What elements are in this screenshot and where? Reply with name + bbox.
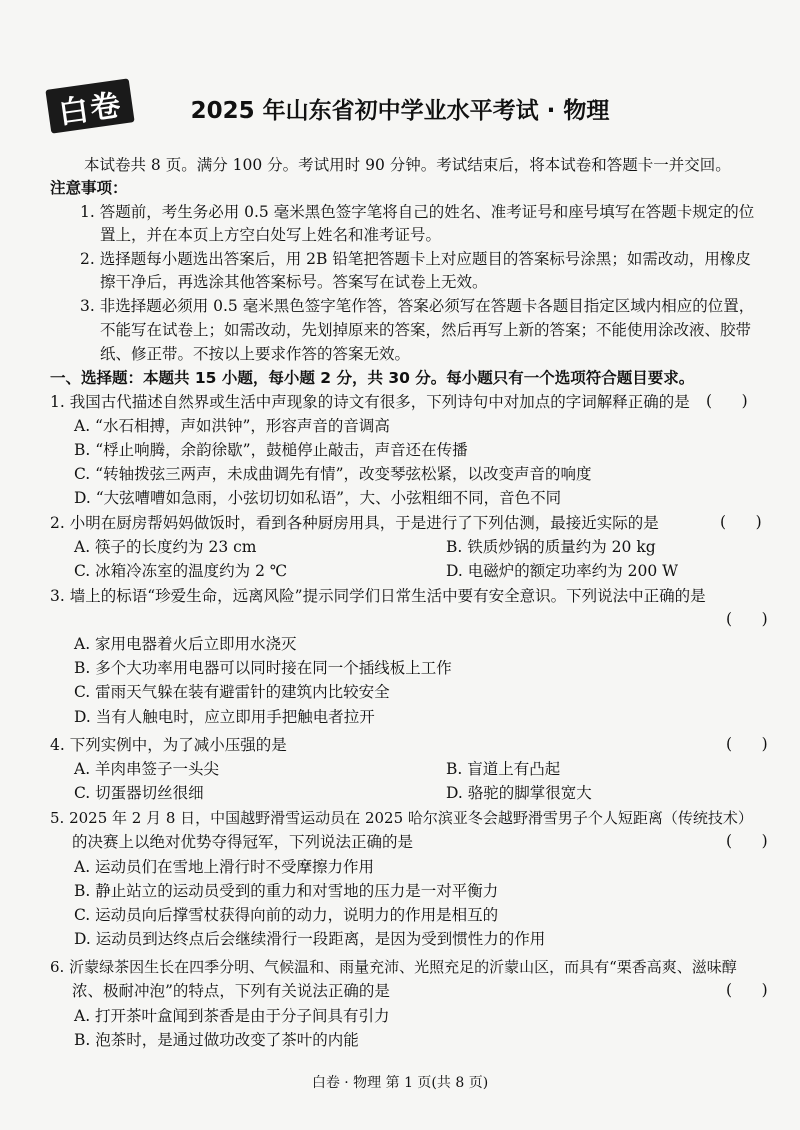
- notice-line: 1. 答题前，考生务必用 0.5 毫米黑色签字笔将自己的姓名、准考证号和座号填写在答题卡规定的位: [80, 203, 755, 221]
- notice-line: 置上，并在本页上方空白处写上姓名和准考证号。: [100, 226, 442, 244]
- answer-paren: ( ): [726, 610, 768, 628]
- question-option: D. 运动员到达终点后会继续滑行一段距离，是因为受到惯性力的作用: [74, 930, 546, 948]
- section-heading: 一、选择题：本题共 15 小题，每小题 2 分，共 30 分。每小题只有一个选项符合题目要求。: [50, 369, 695, 387]
- question-option: C. 切蛋器切丝很细: [74, 784, 204, 802]
- question-option: B. 铁质炒锅的质量约为 20 kg: [446, 538, 656, 556]
- question-option: A. 打开茶叶盒闻到茶香是由于分子间具有引力: [74, 1007, 390, 1025]
- question-option: C. 运动员向后撑雪杖获得向前的动力，说明力的作用是相互的: [74, 906, 499, 924]
- question-option: C. “转轴拨弦三两声，未成曲调先有情”，改变琴弦松紧，以改变声音的响度: [74, 465, 592, 483]
- paper-badge: 白卷: [45, 78, 134, 133]
- question-stem: 2. 小明在厨房帮妈妈做饭时，看到各种厨房用具，于是进行了下列估测，最接近实际的是: [50, 514, 659, 532]
- question-option: D. 当有人触电时，应立即用手把触电者拉开: [74, 708, 375, 726]
- notice-line: 2. 选择题每小题选出答案后，用 2B 铅笔把答题卡上对应题目的答案标号涂黑；如需改动，用橡皮: [80, 250, 751, 268]
- question-stem: 的决赛上以绝对优势夺得冠军，下列说法正确的是: [72, 833, 414, 851]
- answer-paren: ( ): [720, 513, 762, 531]
- question-stem: 5. 2025 年 2 月 8 日，中国越野滑雪运动员在 2025 哈尔滨亚冬会越野滑雪男子个人短距离（传统技术）: [50, 809, 753, 827]
- question-stem: 浓、极耐冲泡”的特点，下列有关说法正确的是: [72, 982, 390, 1000]
- question-option: B. 多个大功率用电器可以同时接在同一个插线板上工作: [74, 659, 452, 677]
- notice-line: 不能写在试卷上；如需改动，先划掉原来的答案，然后再写上新的答案；不能使用涂改液、胶带: [100, 321, 752, 339]
- question-stem: 6. 沂蒙绿茶因生长在四季分明、气候温和、雨量充沛、光照充足的沂蒙山区，而具有“栗香高爽、滋味醇: [50, 958, 737, 976]
- intro-text: 本试卷共 8 页。满分 100 分。考试用时 90 分钟。考试结束后，将本试卷和答题卡一并交回。: [84, 156, 731, 174]
- answer-paren: ( ): [726, 981, 768, 999]
- question-stem: 3. 墙上的标语“珍爱生命，远离风险”提示同学们日常生活中要有安全意识。下列说法中正确的是: [50, 587, 706, 605]
- question-stem: 1. 我国古代描述自然界或生活中声现象的诗文有很多，下列诗句中对加点的字词解释正确的是: [50, 393, 690, 411]
- question-option: B. 盲道上有凸起: [446, 760, 561, 778]
- question-option: B. 泡茶时，是通过做功改变了茶叶的内能: [74, 1031, 359, 1049]
- question-option: A. 家用电器着火后立即用水浇灭: [74, 635, 297, 653]
- question-option: B. 静止站立的运动员受到的重力和对雪地的压力是一对平衡力: [74, 882, 499, 900]
- question-option: B. “桴止响腾，余韵徐歇”，鼓槌停止敲击，声音还在传播: [74, 441, 468, 459]
- question-option: A. 运动员们在雪地上滑行时不受摩擦力作用: [74, 858, 375, 876]
- question-option: D. “大弦嘈嘈如急雨，小弦切切如私语”，大、小弦粗细不同，音色不同: [74, 489, 562, 507]
- page-footer: 白卷 · 物理 第 1 页(共 8 页): [311, 1075, 489, 1091]
- question-option: C. 冰箱冷冻室的温度约为 2 ℃: [74, 562, 288, 580]
- question-option: D. 骆驼的脚掌很宽大: [446, 784, 592, 802]
- question-option: D. 电磁炉的额定功率约为 200 W: [446, 562, 679, 580]
- notice-line: 纸、修正带。不按以上要求作答的答案无效。: [100, 345, 411, 363]
- exam-title: 2025 年山东省初中学业水平考试 · 物理: [190, 98, 610, 124]
- question-option: A. 筷子的长度约为 23 cm: [74, 538, 257, 556]
- answer-paren: ( ): [726, 832, 768, 850]
- answer-paren: ( ): [706, 392, 748, 410]
- question-stem: 4. 下列实例中，为了减小压强的是: [50, 736, 287, 754]
- notice-heading: 注意事项：: [50, 179, 128, 197]
- notice-line: 3. 非选择题必须用 0.5 毫米黑色签字笔作答，答案必须写在答题卡各题目指定区域内相应的位置，: [80, 297, 755, 315]
- question-option: C. 雷雨天气躲在装有避雷针的建筑内比较安全: [74, 683, 390, 701]
- question-option: A. 羊肉串签子一头尖: [74, 760, 220, 778]
- notice-line: 擦干净后，再选涂其他答案标号。答案写在试卷上无效。: [100, 273, 488, 291]
- question-option: A. “水石相搏，声如洪钟”，形容声音的音调高: [74, 417, 390, 435]
- answer-paren: ( ): [726, 735, 768, 753]
